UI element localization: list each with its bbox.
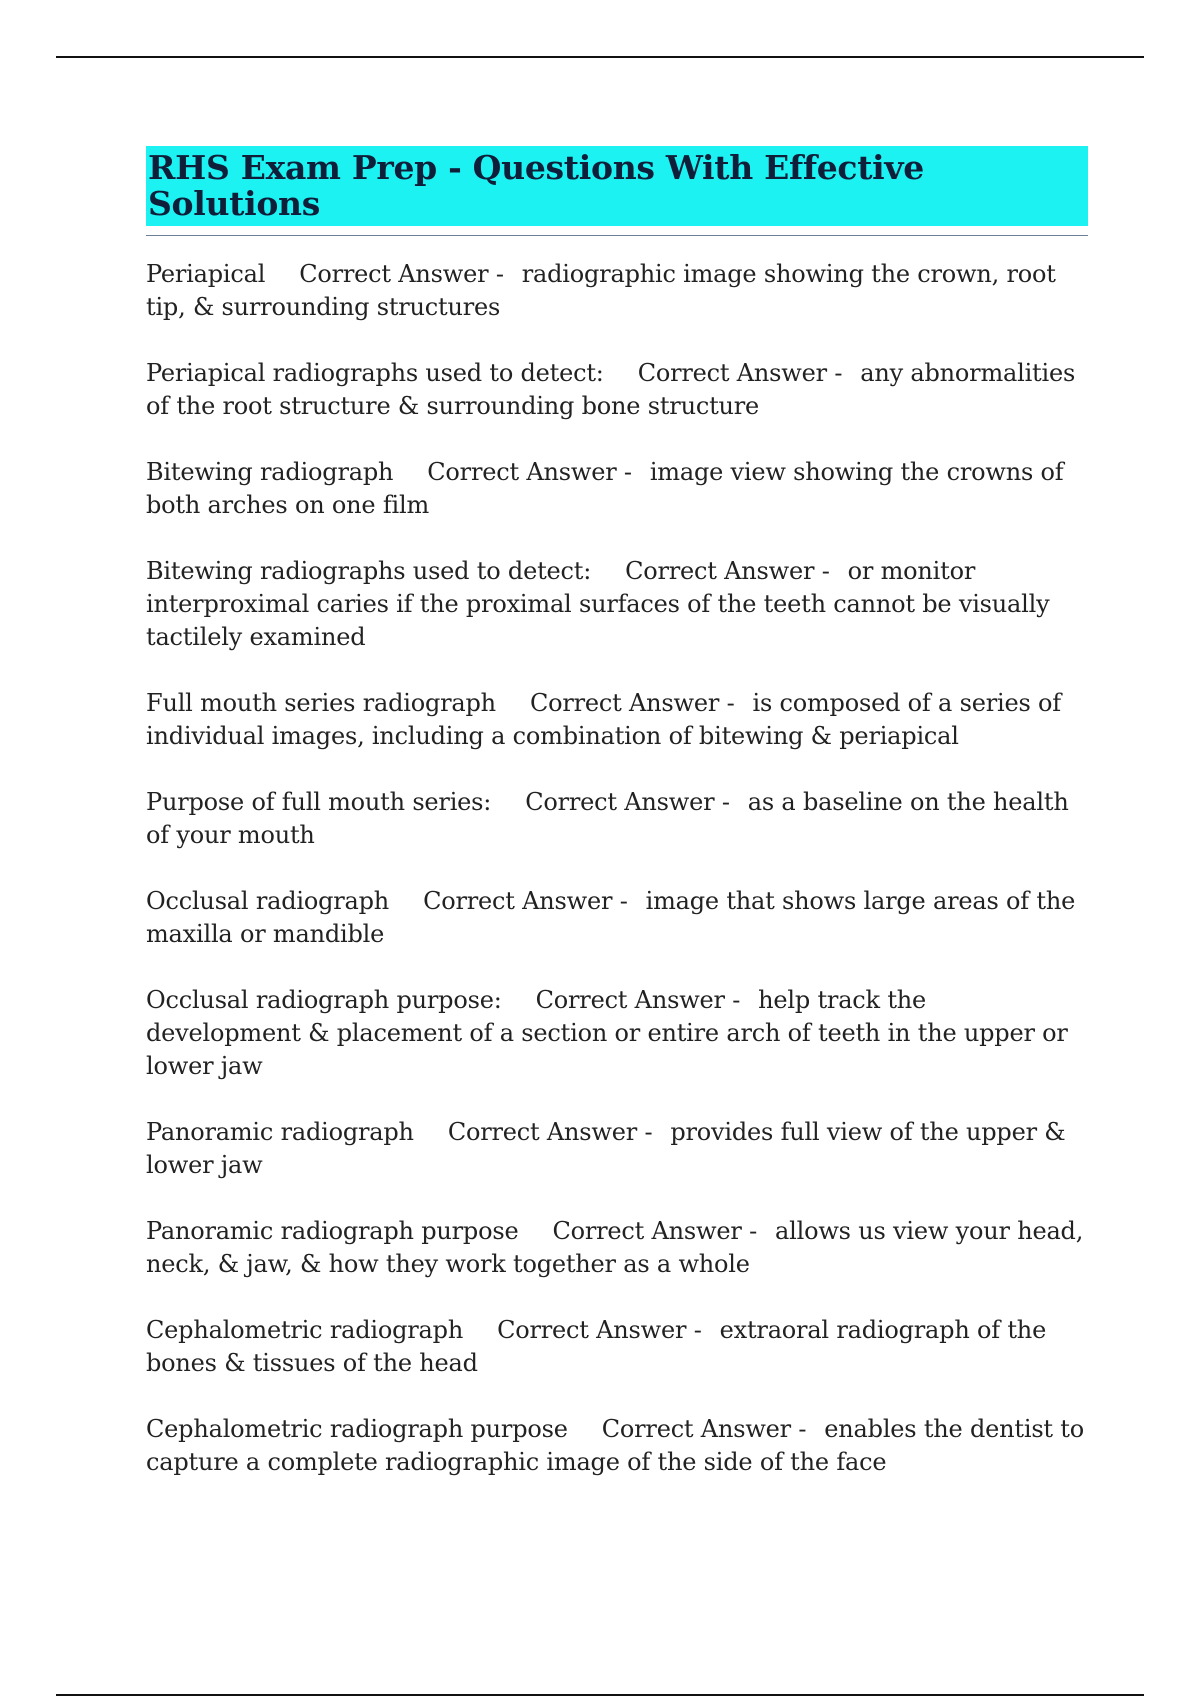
qa-term: Bitewing radiograph [146,457,394,486]
title-block [146,146,1088,236]
qa-entry [146,258,1088,324]
qa-term: Periapical [146,259,266,288]
correct-answer-label: Correct Answer - [601,1414,807,1443]
footer-rule [56,1694,1144,1696]
qa-entry [146,786,1088,852]
qa-entry [146,885,1088,951]
qa-answer: is composed of a series of individual images, including a combination of bitewing & periapical [146,688,1061,750]
header-rule [56,56,1144,58]
qa-answer: any abnormalities of the root structure & surrounding bone structure [146,358,1076,420]
qa-term: Periapical radiographs used to detect: [146,358,604,387]
qa-term: Panoramic radiograph [146,1117,414,1146]
qa-entry [146,1215,1088,1281]
qa-term: Occlusal radiograph [146,886,390,915]
document-title: RHS Exam Prep - Questions With Effective Solutions [146,146,1088,226]
document-body [146,146,1088,1512]
qa-answer: or monitor interproximal caries if the proximal surfaces of the teeth cannot be visually tactilely examined [146,556,1050,651]
correct-answer-label: Correct Answer - [299,259,504,288]
qa-term: Cephalometric radiograph [146,1315,464,1344]
qa-entry [146,687,1088,753]
correct-answer-label: Correct Answer - [427,457,632,486]
qa-term: Occlusal radiograph purpose: [146,985,502,1014]
correct-answer-label: Correct Answer - [529,688,735,717]
qa-entry [146,1116,1088,1182]
correct-answer-label: Correct Answer - [497,1315,702,1344]
qa-answer: image that shows large areas of the maxilla or mandible [146,886,1076,948]
qa-answer: allows us view your head, neck, & jaw, & how they work together as a whole [146,1216,1084,1278]
qa-answer: image view showing the crowns of both arches on one film [146,457,1064,519]
qa-entry [146,1314,1088,1380]
correct-answer-label: Correct Answer - [525,787,730,816]
correct-answer-label: Correct Answer - [625,556,830,585]
qa-answer: enables the dentist to capture a complete radiographic image of the side of the face [146,1414,1084,1476]
qa-answer: as a baseline on the health of your mouth [146,787,1069,849]
qa-answer: help track the development & placement of a section or entire arch of teeth in the upper or lower jaw [146,985,1068,1080]
qa-term: Panoramic radiograph purpose [146,1216,519,1245]
qa-term: Purpose of full mouth series: [146,787,492,816]
correct-answer-label: Correct Answer - [552,1216,758,1245]
qa-answer: radiographic image showing the crown, root tip, & surrounding structures [146,259,1056,321]
correct-answer-label: Correct Answer - [423,886,628,915]
qa-entry [146,984,1088,1083]
qa-entry [146,456,1088,522]
correct-answer-label: Correct Answer - [447,1117,653,1146]
correct-answer-label: Correct Answer - [535,985,741,1014]
qa-entry [146,357,1088,423]
correct-answer-label: Correct Answer - [637,358,843,387]
qa-answer: extraoral radiograph of the bones & tissues of the head [146,1315,1047,1377]
qa-entry [146,555,1088,654]
qa-answer: provides full view of the upper & lower jaw [146,1117,1066,1179]
qa-term: Cephalometric radiograph purpose [146,1414,568,1443]
qa-entry [146,1413,1088,1479]
qa-term: Bitewing radiographs used to detect: [146,556,592,585]
qa-list [146,258,1088,1479]
qa-term: Full mouth series radiograph [146,688,496,717]
